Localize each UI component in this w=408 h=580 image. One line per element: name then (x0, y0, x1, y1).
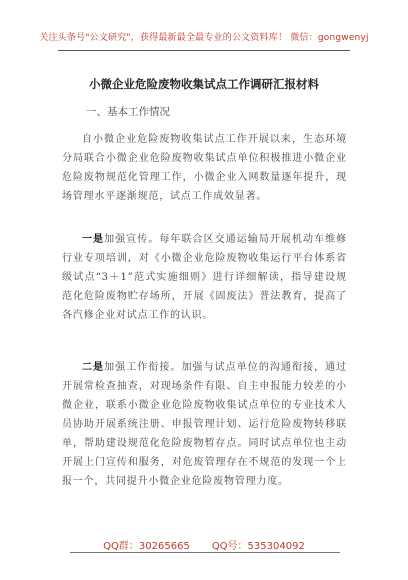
section-heading: 一、基本工作情况 (86, 106, 170, 118)
footer-divider (70, 552, 340, 553)
paragraph-text: 自小微企业危险废物收集试点工作开展以来，生态环境分局联合小微企业危险废物收集试点单位积极推进小微企业危险废物规范化管理工作，小微企业入网数量逐年提升，现场管理水平逐渐规范，试点工作成效显著。 (62, 134, 347, 202)
paragraph-point-one (62, 230, 347, 325)
paragraph-intro (62, 130, 347, 206)
footer-contact (0, 537, 408, 552)
paragraph-text: 加强工作衔接。加强与试点单位的沟通衔接，通过开展常检查抽查，对现场条件有限、自主申报能力较差的小微企业，联系小微企业危险废物收集试点单位的专业技术人员协助开展系统注册、申报管理计划、运行危险废物转移联单，帮助建设规范化危险废物暂存点。同时试点单位也主动开展上门宣传和服务，对危废管理存在不规范的发现一个上报一个，共同提升小微企业危险废物管理力度。 (62, 362, 347, 487)
paragraph-point-two (62, 358, 347, 491)
paragraph-text: 加强宣传。每年联合区交通运输局开展机动车维修行业专项培训，对《小微企业危险废物收集运行平台体系省级试点“3＋1”范式实施细则》进行详细解读，指导建设规范化危险废物贮存场所，开展《固废法》普法教育，提高了各汽修企业对试点工作的认识。 (62, 234, 347, 321)
paragraph-lead: 二是 (82, 362, 105, 373)
footer-qq-number: QQ号：535304092 (211, 541, 305, 552)
paragraph-lead: 一是 (82, 234, 105, 245)
header-promo-note: 关注头条号"公文研究"，获得最新最全最专业的公文资料库！ 微信：gongwenyj (39, 33, 369, 43)
footer-qq-group: QQ群：30265665 (103, 541, 190, 552)
document-title: 小微企业危险废物收集试点工作调研汇报材料 (89, 77, 319, 91)
header-divider (58, 50, 350, 51)
